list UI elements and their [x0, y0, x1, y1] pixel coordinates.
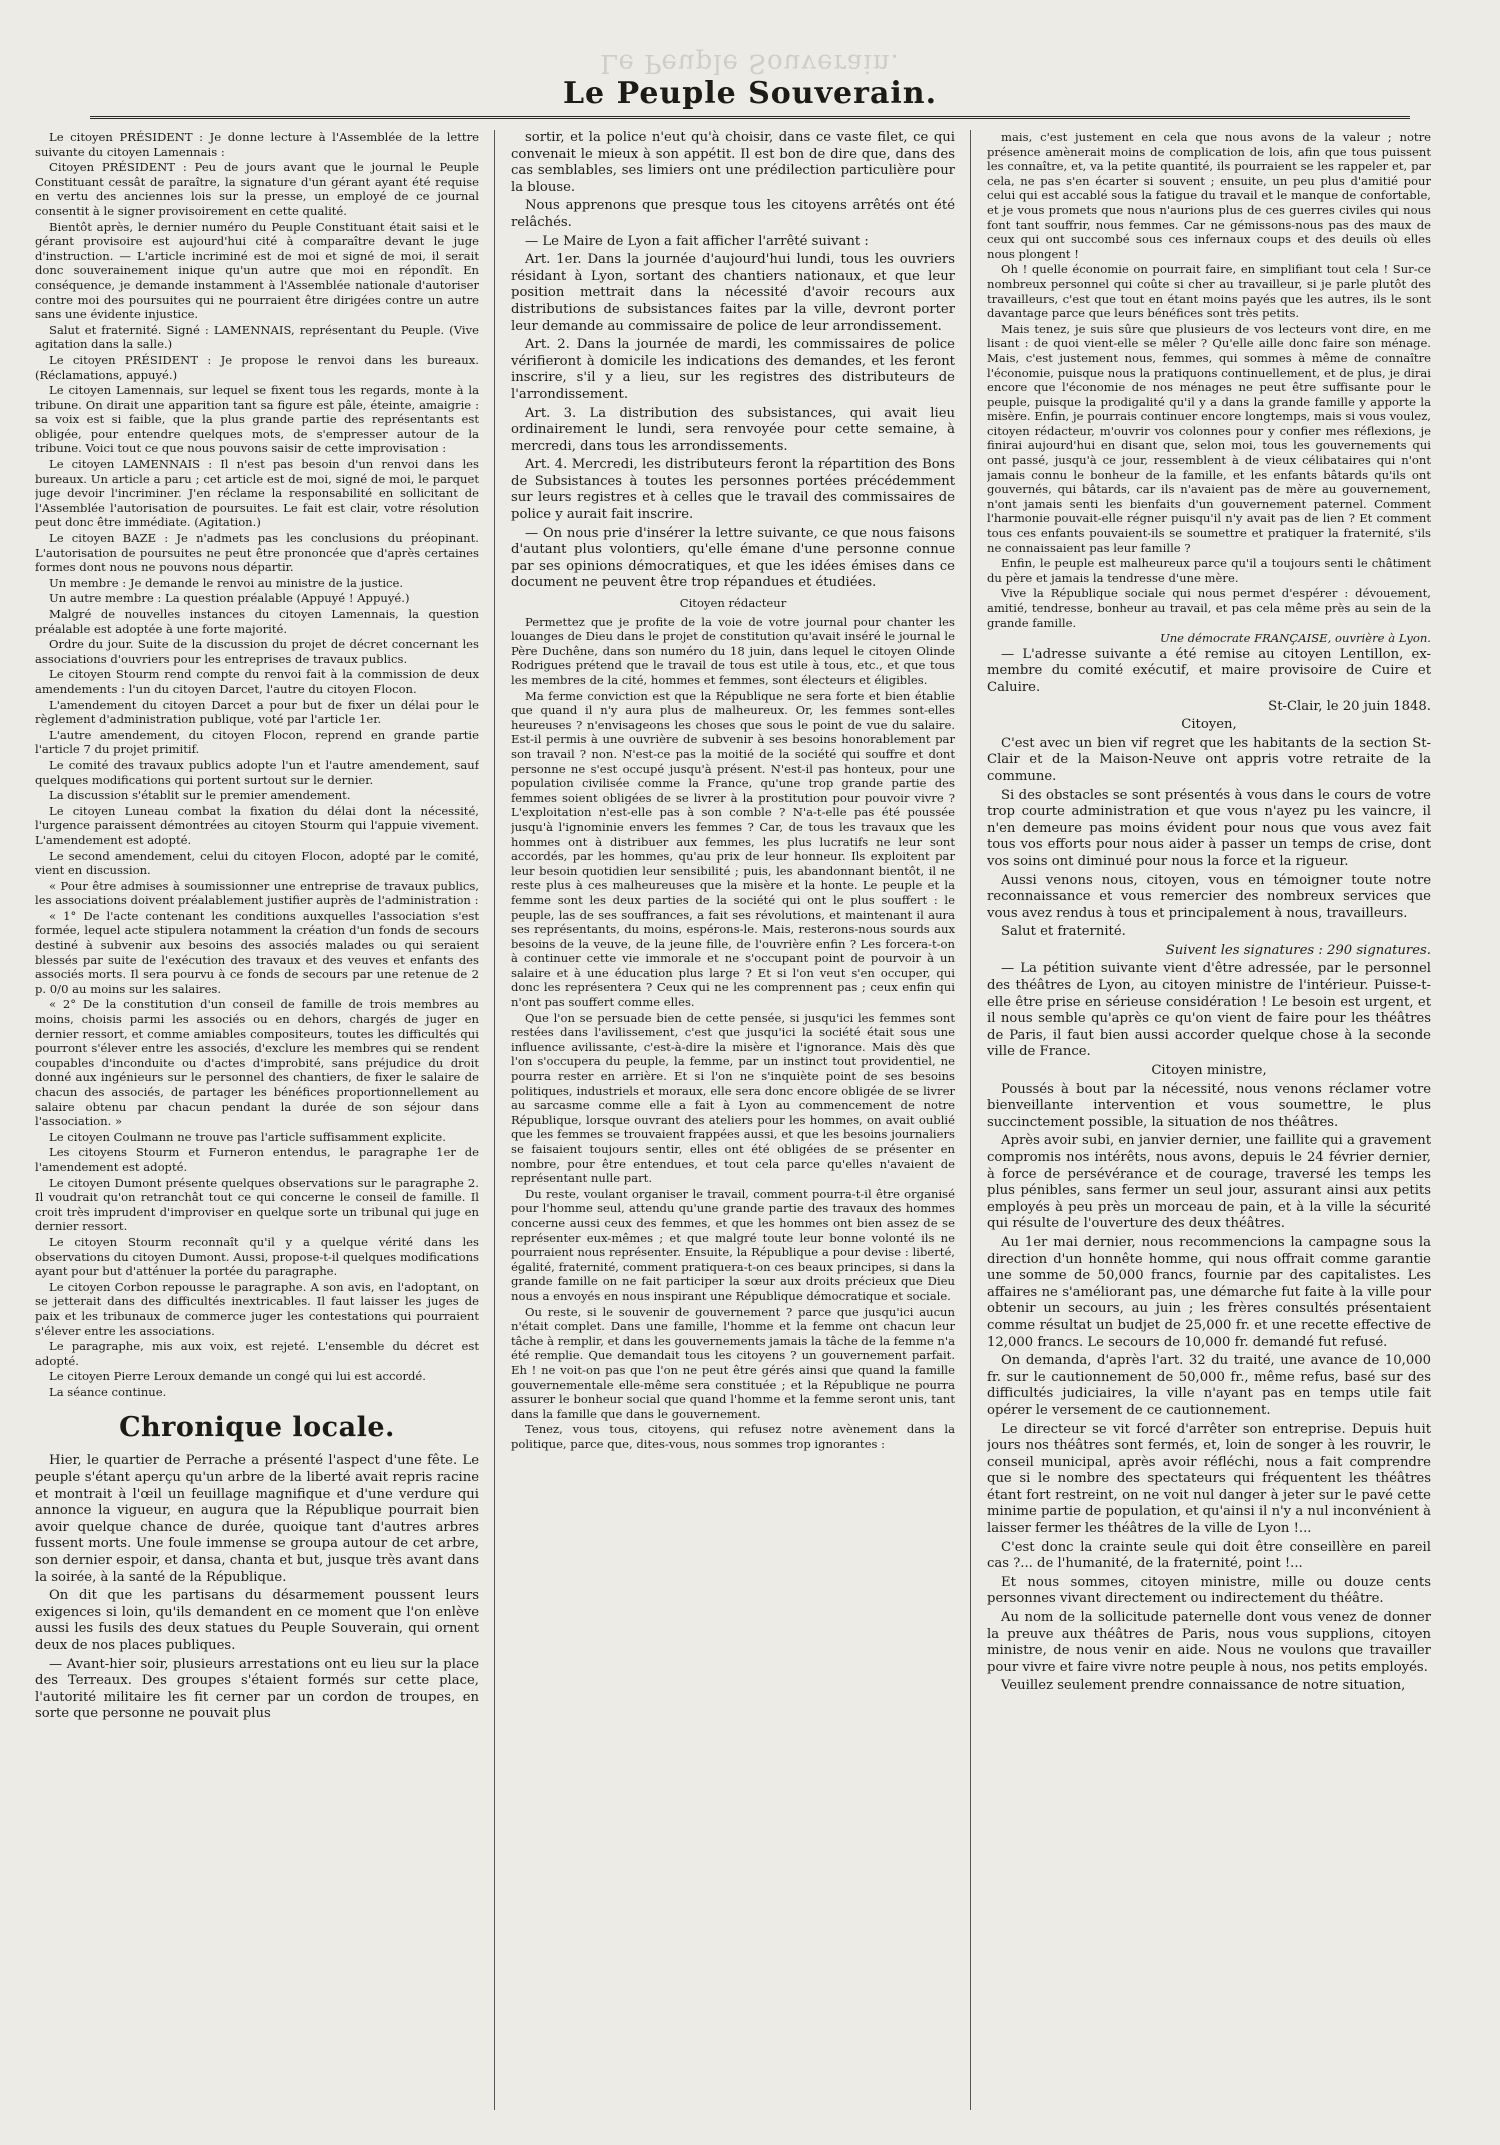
paragraph: Le citoyen Corbon repousse le paragraphe. A son avis, en l'adoptant, on se jetterait dans des difficultés inextricables. Il faut laisser les juges de paix et les tribunaux de commerce juger les contestations qui pourraient s'élever entre les associations. [35, 1279, 479, 1338]
petition-paragraph: Après avoir subi, en janvier dernier, une faillite qui a gravement compromis nos intérêts, nous avons, depuis le 24 février dernier, à force de persévérance et de courage, traversé les temps les plus pénibles, sans fermer un seul jour, assurant ainsi aux petits employés à peu près un morceau de pain, et à la ville la sécurité qui résulte de l'ouverture des deux théâtres. [987, 1133, 1431, 1232]
petition-paragraph: Poussés à bout par la nécessité, nous venons réclamer votre bienveillante intervention et vous soumettre, le plus succinctement possible, la situation de nos théâtres. [987, 1081, 1431, 1130]
paragraph: Art. 1er. Dans la journée d'aujourd'hui lundi, tous les ouvriers résidant à Lyon, sortant des chantiers nationaux, et que leur position mettrait dans la nécessité d'avoir recours aux distributions de subsistances faites par la ville, devront porter leur demande au commissaire de police de leur arrondissement. [511, 252, 955, 334]
paragraph: Le second amendement, celui du citoyen Flocon, adopté par le comité, vient en discussion. [35, 848, 479, 878]
petition-paragraph: Et nous sommes, citoyen ministre, mille ou douze cents personnes vivant directement ou indirectement du théâtre. [987, 1574, 1431, 1607]
column-divider [970, 130, 971, 2110]
address-intro: — L'adresse suivante a été remise au citoyen Lentillon, ex-membre du comité exécutif, et maire provisoire de Cuire et Caluire. [987, 646, 1431, 695]
paragraph: « Pour être admises à soumissionner une entreprise de travaux publics, les associations doivent préalablement justifier auprès de l'administration : [35, 878, 479, 908]
paragraph: « 1° De l'acte contenant les conditions auxquelles l'association s'est formée, lequel acte stipulera notamment la création d'un fonds de secours destiné à subvenir aux besoins des associés malades ou qui seraient blessés par suite de l'exécution des travaux et des veuves et enfants des associés morts. Il sera pourvu à ce fonds de secours par une retenue de 2 p. 0/0 au moins sur les salaires. [35, 908, 479, 996]
letter-paragraph: Ma ferme conviction est que la République ne sera forte et bien établie que quand il n'y aura plus de malheureux. Or, les femmes sont-elles heureuses ? n'envisageons les choses que sous le point de vue du salaire. Est-il permis à une ouvrière de subvenir à ses besoins honorablement par son travail ? non. N'est-ce pas la moitié de la société qui souffre et dont personne ne s'est occupé jusqu'à présent. N'est-il pas honteux, pour une population civilisée comme la France, qu'une trop grande partie des femmes soient obligées de se livrer à la prostitution pour pouvoir vivre ? L'exploitation n'est-elle pas à son comble ? N'a-t-elle pas été poussée jusqu'à l'ignominie envers les femmes ? Car, de tous les travaux que les hommes ont à distribuer aux femmes, les plus lucratifs ne leur sont accordés, par les hommes, qu'au prix de leur honneur. Ils exploitent par leur besoin quotidien leur sensibilité ; puis, les abandonnant bientôt, il ne reste plus à ces malheureuses que la misère et la honte. Le peuple et la femme sont les deux parties de la société qui ont le plus souffert : le peuple, las de ses souffrances, a fait ses révolutions, et maintenant il aura ses représentants, du moins, espérons-le. Mais, resterons-nous sourds aux besoins de la veuve, de la jeune fille, de l'ouvrière enfin ? Les forcera-t-on à continuer cette vie immorale et ne s'occupant point de pourvoir à un salaire et à une éducation plus large ? Et si l'on veut s'en occuper, qui donc les représentera ? Ceux qui ne les comprennent pas ; ceux enfin qui n'ont pas souffert comme elles. [511, 688, 955, 1010]
local-news-paragraph: Hier, le quartier de Perrache a présenté l'aspect d'une fête. Le peuple s'étant aperçu qu'un arbre de la liberté avait repris racine et montrait à l'œil un feuillage magnifique et d'une verdure qui annonce la vigueur, en augura que la République pourrait bien avoir quelque chance de durée, quoique tant d'autres arbres fussent morts. Une foule immense se groupa autour de cet arbre, son dernier espoir, et dansa, chanta et but, jusque très avant dans la soirée, à la santé de la République. [35, 1453, 479, 1585]
address-dateline: St-Clair, le 20 juin 1848. [1268, 698, 1431, 714]
letter-paragraph: Ou reste, si le souvenir de gouvernement ? parce que jusqu'ici aucun n'était complet. Dans une famille, l'homme et la femme ont chacun leur tâche à remplir, et dans les gouvernements jamais la tâche de la femme n'a été remplie. Que demandait tous les citoyens ? un gouvernement parfait. Eh ! ne voit-on pas que l'on ne peut être gérés ainsi que quand la famille gouvernementale elle-même sera constituée ; et la République ne pourra assurer le bonheur social que quand l'homme et la femme seront unis, tant dans la famille que dans le gouvernement. [511, 1304, 955, 1421]
paragraph: L'amendement du citoyen Darcet a pour but de fixer un délai pour le règlement d'administration publique, voté par l'article 1er. [35, 697, 479, 727]
petition-paragraph: Veuillez seulement prendre connaissance de notre situation, [1001, 1678, 1406, 1694]
columns [35, 130, 1455, 2110]
column-2-top [511, 130, 955, 592]
paragraph: Le citoyen Stourm reconnaît qu'il y a quelque vérité dans les observations du citoyen Dumont. Aussi, propose-t-il quelques modifications ayant pour but d'atténuer la portée du paragraphe. [35, 1234, 479, 1279]
address-paragraph: Salut et fraternité. [1001, 924, 1126, 940]
letter-paragraph: Tenez, vous tous, citoyens, qui refusez notre avènement dans la politique, parce que, dites-vous, nous sommes trop ignorantes : [511, 1422, 955, 1451]
paragraph: L'autre amendement, du citoyen Flocon, reprend en grande partie l'article 7 du projet primitif. [35, 727, 479, 757]
letter-paragraph: mais, c'est justement en cela que nous avons de la valeur ; notre présence amènerait moins de complication de lois, afin que tous puissent les connaître, et, va la petite quantité, ils pourraient se les rappeler et, par cela, ne pas s'en écarter si souvent ; ensuite, un peu plus d'amitié pour celui qui est accablé sous la fatigue du travail et le manque de confortable, et je vous promets que nous n'aurions plus de ces guerres civiles qui nous font tant souffrir, nous femmes. Car ne gémissons-nous pas des maux de ceux qui ont succombé sous ces infernaux coups et des deuils où elles nous plongent ! [987, 130, 1431, 261]
paragraph: Le citoyen Lamennais, sur lequel se fixent tous les regards, monte à la tribune. On dirait une apparition tant sa figure est pâle, éteinte, amaigrie : sa voix est si faible, que la plus grande partie des représentants est obligée, pour entendre quelques mots, de s'empresser autour de la tribune. Voici tout ce que nous pouvons saisir de cette improvisation : [35, 383, 479, 456]
paragraph: Art. 4. Mercredi, les distributeurs feront la répartition des Bons de Subsistances à toutes les personnes portées précédemment sur leurs registres et à celles que le travail des commissaires de police y aurait fait inscrire. [511, 457, 955, 523]
address-salutation: Citoyen, [1181, 717, 1237, 733]
paragraph: La discussion s'établit sur le premier amendement. [49, 788, 351, 803]
letter-paragraph: Oh ! quelle économie on pourrait faire, en simplifiant tout cela ! Sur-ce nombreux personnel qui coûte si cher au travailleur, si je parle plutôt des travailleurs, c'est que tout en étant moins payés que les autres, ils le sont davantage parce que leurs bénéfices sont très petits. [987, 262, 1431, 321]
letter-salutation: Citoyen rédacteur [679, 596, 787, 611]
paragraph: Le citoyen BAZE : Je n'admets pas les conclusions du préopinant. L'autorisation de poursuites ne peut être prononcée que d'après certaines formes dont nous ne pouvons nous départir. [35, 531, 479, 575]
paragraph: Citoyen PRÉSIDENT : Peu de jours avant que le journal le Peuple Constituant cessât de paraître, la signature d'un gérant ayant été requise en vertu des anciennes lois sur la presse, un employé de ce journal consentit à le signer provisoirement en cette qualité. [35, 160, 479, 218]
paragraph: Nous apprenons que presque tous les citoyens arrêtés ont été relâchés. [511, 198, 955, 230]
address-section [987, 647, 1431, 1695]
masthead-bleed-through: Le Peuple Souverain. [600, 48, 900, 78]
masthead [60, 40, 1440, 118]
paragraph: Un membre : Je demande le renvoi au ministre de la justice. [49, 575, 404, 590]
petition-salutation: Citoyen ministre, [1151, 1063, 1267, 1079]
column-3 [987, 130, 1431, 2110]
address-paragraph: C'est avec un bien vif regret que les habitants de la section St-Clair et de la Maison-Neuve ont appris votre retraite de la commune. [987, 735, 1431, 784]
assembly-report [35, 130, 479, 1399]
paragraph: Le citoyen Coulmann ne trouve pas l'article suffisamment explicite. [49, 1129, 446, 1144]
paragraph: Salut et fraternité. Signé : LAMENNAIS, représentant du Peuple. (Vive agitation dans la salle.) [35, 322, 479, 352]
local-news-paragraph: — Avant-hier soir, plusieurs arrestations ont eu lieu sur la place des Terreaux. Des groupes s'étaient formés sur cette place, l'autorité militaire les fit cerner par un cordon de troupes, en sorte que personne ne pouvait plus [35, 1656, 479, 1722]
newspaper-title: Le Peuple Souverain. [562, 76, 938, 111]
paragraph: Le citoyen LAMENNAIS : Il n'est pas besoin d'un renvoi dans les bureaux. Un article a paru ; cet article est de moi, signé de moi, le parquet juge devoir l'incriminer. J'en réclame la responsabilité en sollicitant de l'Assemblée l'autorisation de poursuites. Le fait est clair, votre résolution peut donc être immédiate. (Agitation.) [35, 457, 479, 530]
column-2 [511, 130, 955, 2110]
petition-intro: — La pétition suivante vient d'être adressée, par le personnel des théâtres de Lyon, au citoyen ministre de l'intérieur. Puisse-t-elle être prise en sérieuse considération ! Le besoin est urgent, et il nous semble qu'après ce qu'on vient de faire pour les théâtres de Paris, il faut bien aussi accorder quelque chose à la seconde ville de France. [987, 961, 1431, 1060]
paragraph: La séance continue. [49, 1384, 167, 1399]
paragraph: Art. 2. Dans la journée de mardi, les commissaires de police vérifieront à domicile les indications des demandes, et les feront inscrire, s'il y a lieu, sur les registres des distributeurs de l'arrondissement. [511, 337, 955, 402]
address-body [987, 736, 1431, 941]
petition-paragraph: C'est donc la crainte seule qui doit être conseillère en pareil cas ?... de l'humanité, de la fraternité, point !... [987, 1539, 1431, 1572]
address-paragraph: Aussi venons nous, citoyen, vous en témoigner toute notre reconnaissance et vous remercier des nombreux services que vous avez rendus à tous et principalement à nous, travailleurs. [987, 872, 1431, 921]
paragraph: Art. 3. La distribution des subsistances, qui avait lieu ordinairement le lundi, sera renvoyée pour cette semaine, à mercredi, dans tous les arrondissements. [511, 405, 955, 454]
paragraph: — Le Maire de Lyon a fait afficher l'arrêté suivant : [525, 233, 869, 249]
paragraph: « 2° De la constitution d'un conseil de famille de trois membres au moins, choisis parmi les associés ou en dehors, chargés de juger en dernier ressort, et comme amiables compositeurs, toutes les difficultés qui pourront s'élever entre les associés, d'exclure les membres qui se rendent coupables d'inconduite ou d'actes d'improbité, sans préjudice du droit donné aux ingénieurs sur le personnel des chantiers, de fixer le salaire de chacun des associés, de partager les bénéfices proportionnellement au salaire obtenu par chacun pendant la durée de son séjour dans l'association. » [35, 997, 479, 1129]
paragraph: sortir, et la police n'eut qu'à choisir, dans ce vaste filet, ce qui convenait le mieux à son appétit. Il est bon de dire que, dans des cas semblables, ses limiers ont une prédilection particulière pour la blouse. [511, 130, 955, 195]
petition-body [987, 1082, 1431, 1695]
petition-paragraph: On demanda, d'après l'art. 32 du traité, une avance de 10,000 fr. sur le cautionnement de 50,000 fr., même refus, basé sur des difficultés judiciaires, la ville n'ayant pas en temps utile fait opérer le versement de ce cautionnement. [987, 1353, 1431, 1418]
petition-paragraph: Au nom de la sollicitude paternelle dont vous venez de donner la preuve aux théâtres de Paris, nous vous supplions, citoyen ministre, de nous venir en aide. Nous ne voulons que travailler pour vivre et faire vivre notre peuple à nous, nos petits employés. [987, 1610, 1431, 1675]
paragraph: Le comité des travaux publics adopte l'un et l'autre amendement, sauf quelques modifications qui portent surtout sur le dernier. [35, 757, 479, 787]
paragraph: Le citoyen Stourm rend compte du renvoi fait à la commission de deux amendements : l'un du citoyen Darcet, l'autre du citoyen Flocon. [35, 667, 479, 696]
letter-paragraph: Permettez que je profite de la voie de votre journal pour chanter les louanges de Dieu dans le projet de constitution qu'avait inséré le journal le Père Duchêne, dans son numéro du 18 juin, dans lequel le citoyen Olinde Rodrigues prétend que le travail de tous est utile à tous, etc., et que tous les membres de la cité, hommes et femmes, sont électeurs et éligibles. [511, 614, 955, 687]
letter-paragraph: Mais tenez, je suis sûre que plusieurs de vos lecteurs vont dire, en me lisant : de quoi vient-elle se mêler ? Qu'elle aille donc faire son ménage. Mais, c'est justement nous, femmes, qui sommes à même de connaître l'économie, puisque nous la pratiquons continuellement, et de plus, je dirai encore que l'économie de nos ménages ne peut être suffisante pour le peuple, puisque la prodigalité qu'il y a dans la grande famille y apporte la misère. Enfin, je pourrais continuer encore longtemps, mais si vous voulez, citoyen rédacteur, m'ouvrir vos colonnes pour y confier mes réflexions, je finirai aujourd'hui en disant que, selon moi, tous les gouvernements qui ont passé, jusqu'à ce jour, ressemblent à de vieux célibataires qui n'ont jamais connu le bonheur de la famille, et les enfants bâtards qu'ils ont gouvernés, qui bâtards, car ils n'avaient pas de mère au gouvernement, n'ont jamais senti les bienfaits d'un gouvernement paternel. Comment l'harmonie pouvait-elle régner puisqu'il n'y avait pas de lien ? Et comment tous ces enfants pouvaient-ils se soumettre et pratiquer la fraternité, s'ils ne connaissaient pas leur famille ? [987, 321, 1431, 555]
letter-body [511, 615, 955, 1452]
paragraph: Bientôt après, le dernier numéro du Peuple Constituant était saisi et le gérant provisoire est aujourd'hui cité à comparaître devant le juge d'instruction. — L'article incriminé est de moi et signé de moi, il serait donc souverainement inique qu'un autre que moi en répondît. En conséquence, je demande instamment à l'Assemblée nationale d'autoriser contre moi des poursuites qui ne pourraient être dirigées contre un autre sans une évidente injustice. [35, 219, 479, 322]
column-1 [35, 130, 479, 2110]
paragraph: — On nous prie d'insérer la lettre suivante, ce que nous faisons d'autant plus volontiers, qu'elle émane d'une personne connue par ses opinions démocratiques, et que les idées émises dans ce document ne peuvent être trop répandues et étudiées. [511, 525, 955, 591]
address-paragraph: Si des obstacles se sont présentés à vous dans le cours de votre trop courte administration et que vous n'ayez pu les vaincre, il n'en demeure pas moins évident pour nous que vous avez fait tous vos efforts pour nous aider à passer un temps de crise, dont vos soins ont diminué pour nous la force et la rigueur. [987, 787, 1431, 869]
paragraph: Le citoyen Dumont présente quelques observations sur le paragraphe 2. Il voudrait qu'on retranchât tout ce qui concerne le conseil de famille. Il croit très imprudent d'improviser en quelque sorte un tribunal qui juge en dernier ressort. [35, 1175, 479, 1234]
letter-signature: Une démocrate FRANÇAISE, ouvrière à Lyon. [1159, 631, 1431, 646]
masthead-rule [90, 116, 1410, 119]
paragraph: Ordre du jour. Suite de la discussion du projet de décret concernant les associations d'ouvriers pour les entreprises de travaux publics. [35, 637, 479, 666]
paragraph: Le citoyen Pierre Leroux demande un congé qui lui est accordé. [49, 1369, 426, 1384]
section-heading-chronique-locale: Chronique locale. [119, 1412, 395, 1444]
petition-paragraph: Au 1er mai dernier, nous recommencions la campagne sous la direction d'un honnête homme, qui nous offrait comme garantie une somme de 50,000 francs, fournie par des capitalistes. Les affaires ne s'améliorant pas, une démarche fut faite à la ville pour obtenir un secours, au juin ; les frères consultés présentaient comme résultat un budjet de 25,000 fr. et une recette effective de 12,000 francs. Le secours de 10,000 fr. demandé fut refusé. [987, 1234, 1431, 1350]
paragraph: Un autre membre : La question préalable (Appuyé ! Appuyé.) [49, 591, 410, 606]
local-news [35, 1453, 479, 1723]
paragraph: Les citoyens Stourm et Furneron entendus, le paragraphe 1er de l'amendement est adopté. [35, 1145, 479, 1174]
address-signatures: Suivent les signatures : 290 signatures. [1165, 942, 1431, 958]
paragraph: Le citoyen Luneau combat la fixation du délai dont la nécessité, l'urgence paraissent démontrées au citoyen Stourm qui l'appuie vivement. L'amendement est adopté. [35, 803, 479, 847]
paragraph: Malgré de nouvelles instances du citoyen Lamennais, la question préalable est adoptée à une forte majorité. [35, 607, 479, 636]
petition-paragraph: Le directeur se vit forcé d'arrêter son entreprise. Depuis huit jours nos théâtres sont fermés, et, loin de songer à les rouvrir, le conseil municipal, après avoir réfléchi, nous a fait comprendre que si le nombre des spectateurs qui fréquentent les théâtres étant fort restreint, on ne voit nul danger à jeter sur le pavé cette minime partie de population, et qu'ainsi il n'y a nul inconvénient à laisser fermer les théâtres de la ville de Lyon !... [987, 1421, 1431, 1537]
letter-paragraph: Du reste, voulant organiser le travail, comment pourra-t-il être organisé pour l'homme seul, attendu qu'une grande partie des travaux des hommes concerne aussi ceux des femmes, et que les hommes ont bien assez de se représenter eux-mêmes ; et que malgré toute leur bonne volonté ils ne pourraient nous représenter. Ensuite, la République a pour devise : liberté, égalité, fraternité, comment pratiquera-t-on ces beaux principes, si dans la grande famille on ne fait participer la sœur aux droits précieux que Dieu nous a envoyés en nous inspirant une République démocratique et sociale. [511, 1186, 955, 1303]
paragraph: Le paragraphe, mis aux voix, est rejeté. L'ensemble du décret est adopté. [35, 1339, 479, 1368]
column-divider [494, 130, 495, 2110]
paragraph: Le citoyen PRÉSIDENT : Je donne lecture à l'Assemblée de la lettre suivante du citoyen Lamennais : [35, 130, 479, 159]
letter-paragraph: Que l'on se persuade bien de cette pensée, si jusqu'ici les femmes sont restées dans l'avilissement, c'est que jusqu'ici la société était sous une influence avilissante, c'est-à-dire la misère et l'ignorance. Mais dès que l'on s'occupera du peuple, la femme, par un instinct tout providentiel, ne pourra rester en arrière. Et si l'on ne s'inquiète point de ses besoins politiques, industriels et moraux, elle sera donc encore obligée de se livrer au sarcasme comme elle a fait à Lyon au commencement de notre République, lorsque ouvrant des ateliers pour les hommes, on avait oublié que les femmes se trouvaient frappées aussi, et que les besoins journaliers se faisaient toujours sentir, elles ont été obligées de se présenter en nombre, pour être entendues, et tout cela parce qu'elles n'avaient de représentant nulle part. [511, 1010, 955, 1186]
letter-paragraph: Enfin, le peuple est malheureux parce qu'il a toujours senti le châtiment du père et jamais la tendresse d'une mère. [987, 556, 1431, 585]
letter-continuation [987, 130, 1431, 630]
paragraph: Le citoyen PRÉSIDENT : Je propose le renvoi dans les bureaux. (Réclamations, appuyé.) [35, 352, 479, 382]
letter-paragraph: Vive la République sociale qui nous permet d'espérer : dévouement, amitié, tendresse, bonheur au travail, et pas cela même près au sein de la grande famille. [987, 586, 1431, 630]
local-news-paragraph: On dit que les partisans du désarmement poussent leurs exigences si loin, qu'ils demandent en ce moment que l'on enlève aussi les fusils des deux statues du Peuple Souverain, qui ornent deux de nos places publiques. [35, 1588, 479, 1653]
